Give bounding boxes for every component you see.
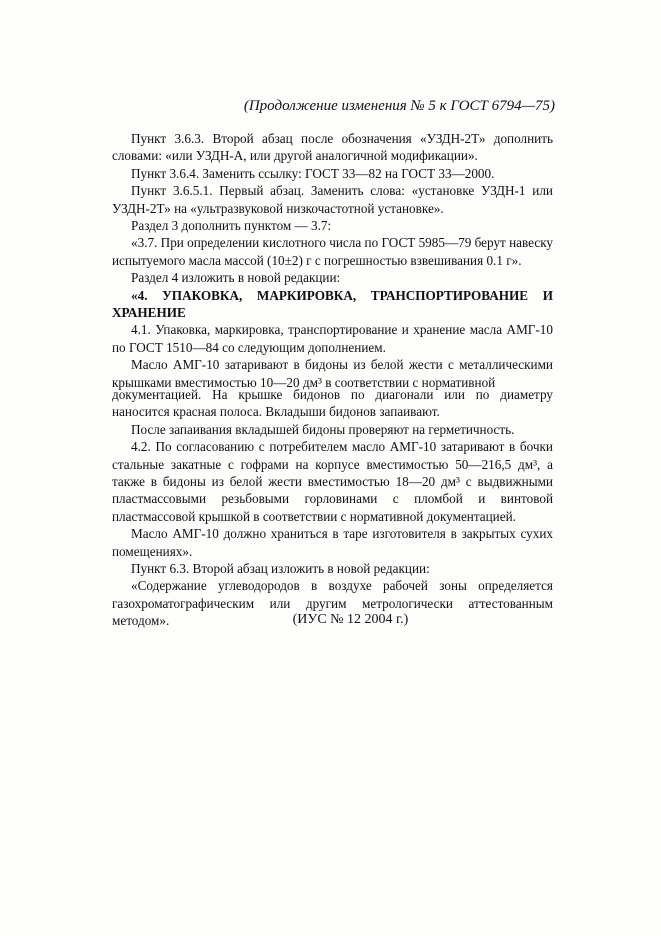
paragraph-4-2: 4.2. По согласованию с потребителем масло АМГ-10 затаривают в бочки стальные закатные с гофрами на корпусе вместимостью 50—216,5 дм³, а также в бидоны из белой жести вместимостью 18—20 дм³ с выдвижными пластмассовыми резьбовыми горловинами с пломбой и винтовой пластмассовой крышкой в соответствии с нормативной документацией. <box>112 439 553 524</box>
continuation-header: (Продолжение изменения № 5 к ГОСТ 6794—75) <box>243 98 555 114</box>
section-4-heading: «4. УПАКОВКА, МАРКИРОВКА, ТРАНСПОРТИРОВАНИЕ И ХРАНЕНИЕ <box>112 287 553 321</box>
paragraph-6-3-text: «Содержание углеводородов в воздухе рабочей зоны определяется газохроматографическим или другим метрологически аттестованным методом». <box>112 578 553 629</box>
paragraph-amg-containers: Масло АМГ-10 затаривают в бидоны из белой жести с металлическими крышками вместимостью 10—20 дм³ в соответствии с нормативной <box>112 357 553 390</box>
paragraph-section-3-add: Раздел 3 дополнить пунктом — 3.7: <box>131 218 332 234</box>
paragraph-3-7: «3.7. При определении кислотного числа по ГОСТ 5985—79 берут навеску испытуемого масла массой (10±2) г с погрешностью взвешивания 0.1 г». <box>112 235 554 268</box>
text-block-lower <box>112 386 553 630</box>
paragraph-3-6-4: Пункт 3.6.4. Заменить ссылку: ГОСТ 33—82 на ГОСТ 33—2000. <box>131 165 495 181</box>
paragraph-3-6-5-1: Пункт 3.6.5.1. Первый абзац. Заменить слова: «установке УЗДН-1 или УЗДН-2Т» на «ультразвуковой низкочастотной установке». <box>112 183 553 216</box>
paragraph-storage: Масло АМГ-10 должно храниться в таре изготовителя в закрытых сухих помещениях». <box>112 526 553 559</box>
source-reference: (ИУС № 12 2004 г.) <box>292 612 409 627</box>
paragraph-documentation-continued: документацией. На крышке бидонов по диагонали или по диаметру наносится красная полоса. Вкладыши бидонов запаивают. <box>112 387 553 420</box>
text-block-upper <box>112 130 553 391</box>
paragraph-4-1: 4.1. Упаковка, маркировка, транспортирование и хранение масла АМГ-10 по ГОСТ 1510—84 со следующим дополнением. <box>112 322 553 355</box>
paragraph-3-6-3: Пункт 3.6.3. Второй абзац после обозначения «УЗДН-2Т» дополнить словами: «или УЗДН-А, или другой аналогичной модификации». <box>112 131 553 164</box>
paragraph-section-4-intro: Раздел 4 изложить в новой редакции: <box>131 270 341 286</box>
paragraph-seal-check: После запаивания вкладышей бидоны проверяют на герметичность. <box>131 421 515 437</box>
paragraph-6-3-intro: Пункт 6.3. Второй абзац изложить в новой редакции: <box>131 561 430 577</box>
